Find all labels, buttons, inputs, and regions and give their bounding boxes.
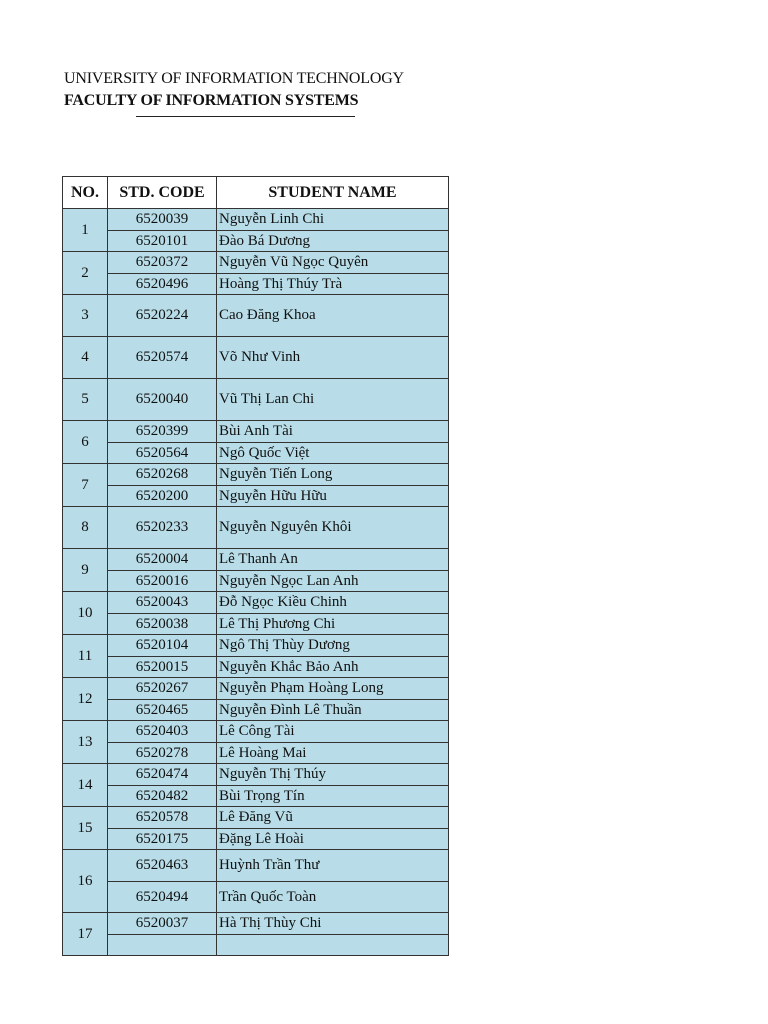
student-name-cell: Nguyễn Linh Chi bbox=[217, 209, 449, 231]
student-name-cell: Bùi Trọng Tín bbox=[217, 786, 449, 807]
table-row bbox=[63, 295, 449, 337]
student-code-cell: 6520474 bbox=[108, 764, 217, 786]
student-code-cell: 6520372 bbox=[108, 252, 217, 274]
table-row bbox=[63, 657, 449, 678]
group-number-cell: 5 bbox=[63, 379, 108, 421]
table-row bbox=[63, 421, 449, 443]
table-row bbox=[63, 252, 449, 274]
student-code-cell: 6520040 bbox=[108, 379, 217, 421]
column-header-no: NO. bbox=[63, 177, 108, 209]
table-row bbox=[63, 209, 449, 231]
student-code-cell: 6520578 bbox=[108, 807, 217, 829]
table-row bbox=[63, 379, 449, 421]
student-code-cell: 6520200 bbox=[108, 486, 217, 507]
table-row bbox=[63, 882, 449, 913]
table-header-row bbox=[63, 177, 449, 209]
table-row bbox=[63, 743, 449, 764]
student-code-cell: 6520015 bbox=[108, 657, 217, 678]
student-name-cell: Ngô Quốc Việt bbox=[217, 443, 449, 464]
student-code-cell: 6520037 bbox=[108, 913, 217, 935]
group-number-cell: 15 bbox=[63, 807, 108, 850]
column-header-student-name: STUDENT NAME bbox=[217, 177, 449, 209]
group-number-cell: 17 bbox=[63, 913, 108, 956]
table-row bbox=[63, 935, 449, 956]
student-name-cell: Bùi Anh Tài bbox=[217, 421, 449, 443]
faculty-title: FACULTY OF INFORMATION SYSTEMS bbox=[64, 92, 359, 109]
student-code-cell: 6520278 bbox=[108, 743, 217, 764]
table-row bbox=[63, 678, 449, 700]
student-name-cell: Nguyễn Tiến Long bbox=[217, 464, 449, 486]
student-name-cell: Lê Thanh An bbox=[217, 549, 449, 571]
student-name-cell: Lê Công Tài bbox=[217, 721, 449, 743]
student-code-cell: 6520494 bbox=[108, 882, 217, 913]
group-number-cell: 13 bbox=[63, 721, 108, 764]
table-row bbox=[63, 635, 449, 657]
student-code-cell: 6520233 bbox=[108, 507, 217, 549]
table-row bbox=[63, 829, 449, 850]
student-table-container bbox=[62, 176, 448, 942]
group-number-cell: 1 bbox=[63, 209, 108, 252]
student-code-cell: 6520465 bbox=[108, 700, 217, 721]
student-name-cell: Ngô Thị Thùy Dương bbox=[217, 635, 449, 657]
table-row bbox=[63, 614, 449, 635]
table-row bbox=[63, 786, 449, 807]
student-code-cell: 6520038 bbox=[108, 614, 217, 635]
student-name-cell: Hoàng Thị Thúy Trà bbox=[217, 274, 449, 295]
table-row bbox=[63, 274, 449, 295]
student-name-cell: Nguyễn Nguyên Khôi bbox=[217, 507, 449, 549]
group-number-cell: 9 bbox=[63, 549, 108, 592]
student-name-cell: Lê Đăng Vũ bbox=[217, 807, 449, 829]
table-row bbox=[63, 571, 449, 592]
student-code-cell: 6520482 bbox=[108, 786, 217, 807]
student-name-cell: Võ Như Vinh bbox=[217, 337, 449, 379]
student-name-cell: Nguyễn Vũ Ngọc Quyên bbox=[217, 252, 449, 274]
student-name-cell: Huỳnh Trần Thư bbox=[217, 850, 449, 882]
student-code-cell: 6520463 bbox=[108, 850, 217, 882]
student-code-cell: 6520043 bbox=[108, 592, 217, 614]
student-name-cell: Lê Thị Phương Chi bbox=[217, 614, 449, 635]
group-number-cell: 16 bbox=[63, 850, 108, 913]
table-row bbox=[63, 507, 449, 549]
group-number-cell: 6 bbox=[63, 421, 108, 464]
student-code-cell bbox=[108, 935, 217, 956]
table-row bbox=[63, 721, 449, 743]
student-code-cell: 6520104 bbox=[108, 635, 217, 657]
student-code-cell: 6520267 bbox=[108, 678, 217, 700]
table-body bbox=[63, 209, 449, 956]
table-row bbox=[63, 337, 449, 379]
student-code-cell: 6520399 bbox=[108, 421, 217, 443]
student-code-cell: 6520101 bbox=[108, 231, 217, 252]
group-number-cell: 14 bbox=[63, 764, 108, 807]
student-name-cell: Nguyễn Đình Lê Thuần bbox=[217, 700, 449, 721]
student-name-cell: Trần Quốc Toàn bbox=[217, 882, 449, 913]
student-code-cell: 6520016 bbox=[108, 571, 217, 592]
student-name-cell: Nguyễn Phạm Hoàng Long bbox=[217, 678, 449, 700]
group-number-cell: 3 bbox=[63, 295, 108, 337]
student-name-cell: Nguyễn Hữu Hữu bbox=[217, 486, 449, 507]
student-code-cell: 6520039 bbox=[108, 209, 217, 231]
student-table bbox=[62, 176, 449, 956]
group-number-cell: 11 bbox=[63, 635, 108, 678]
student-code-cell: 6520574 bbox=[108, 337, 217, 379]
student-name-cell: Đặng Lê Hoài bbox=[217, 829, 449, 850]
table-row bbox=[63, 913, 449, 935]
table-row bbox=[63, 592, 449, 614]
student-name-cell: Nguyễn Thị Thúy bbox=[217, 764, 449, 786]
group-number-cell: 7 bbox=[63, 464, 108, 507]
student-name-cell: Nguyễn Ngọc Lan Anh bbox=[217, 571, 449, 592]
table-row bbox=[63, 850, 449, 882]
student-code-cell: 6520496 bbox=[108, 274, 217, 295]
student-code-cell: 6520564 bbox=[108, 443, 217, 464]
table-row bbox=[63, 443, 449, 464]
student-code-cell: 6520224 bbox=[108, 295, 217, 337]
table-row bbox=[63, 700, 449, 721]
student-name-cell: Hà Thị Thùy Chi bbox=[217, 913, 449, 935]
column-header-std-code: STD. CODE bbox=[108, 177, 217, 209]
student-name-cell: Nguyễn Khắc Bảo Anh bbox=[217, 657, 449, 678]
table-row bbox=[63, 464, 449, 486]
title-underline bbox=[136, 116, 355, 117]
table-row bbox=[63, 764, 449, 786]
table-row bbox=[63, 807, 449, 829]
table-row bbox=[63, 549, 449, 571]
student-name-cell: Đào Bá Dương bbox=[217, 231, 449, 252]
table-row bbox=[63, 231, 449, 252]
student-name-cell: Lê Hoàng Mai bbox=[217, 743, 449, 764]
table-row bbox=[63, 486, 449, 507]
group-number-cell: 4 bbox=[63, 337, 108, 379]
university-title: UNIVERSITY OF INFORMATION TECHNOLOGY bbox=[64, 70, 404, 87]
student-name-cell: Đỗ Ngọc Kiều Chinh bbox=[217, 592, 449, 614]
student-code-cell: 6520004 bbox=[108, 549, 217, 571]
student-name-cell: Cao Đăng Khoa bbox=[217, 295, 449, 337]
group-number-cell: 12 bbox=[63, 678, 108, 721]
student-name-cell bbox=[217, 935, 449, 956]
student-code-cell: 6520403 bbox=[108, 721, 217, 743]
student-code-cell: 6520268 bbox=[108, 464, 217, 486]
student-code-cell: 6520175 bbox=[108, 829, 217, 850]
student-name-cell: Vũ Thị Lan Chi bbox=[217, 379, 449, 421]
group-number-cell: 8 bbox=[63, 507, 108, 549]
group-number-cell: 2 bbox=[63, 252, 108, 295]
group-number-cell: 10 bbox=[63, 592, 108, 635]
